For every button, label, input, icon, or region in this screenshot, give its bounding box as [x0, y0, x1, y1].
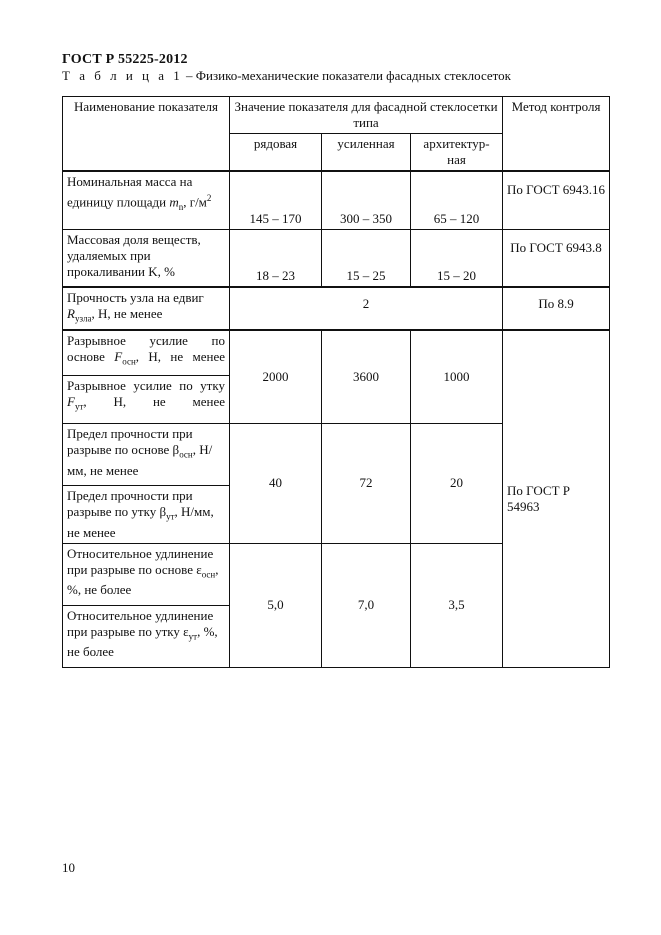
row-break-value-architectural: 1000 — [411, 330, 503, 424]
row-shared-method: По ГОСТ Р 54963 — [503, 330, 610, 668]
header-type-regular: рядовая — [230, 134, 322, 172]
row-loss-value-architectural: 15 – 20 — [411, 229, 503, 287]
header-value-group: Значение показателя для фасадной стеклосетки типа — [230, 97, 503, 134]
row-elong-value-reinforced: 7,0 — [322, 543, 411, 667]
properties-table — [62, 96, 610, 668]
header-indicator: Наименование показателя — [63, 97, 230, 172]
row-break-weft-name: Разрывное усилие по утку $F_{ут}$, Н, не менее — [63, 376, 230, 424]
header-method: Метод контроля — [503, 97, 610, 172]
row-shear-name: Прочность узла на едвиг $R_{узла}$, Н, не менее — [63, 287, 230, 330]
row-break-value-reinforced: 3600 — [322, 330, 411, 424]
table-caption-text: – Физико-механические показатели фасадных стеклосеток — [182, 68, 511, 83]
table-caption — [62, 68, 511, 84]
row-strength-weft-name: Предел прочности при разрыве по утку $\beta_{ут}$, Н/мм, не менее — [63, 486, 230, 544]
row-strength-value-regular: 40 — [230, 424, 322, 544]
row-elong-value-regular: 5,0 — [230, 543, 322, 667]
page-number: 10 — [62, 860, 75, 875]
row-elong-warp-name: Относительное удлинение при разрыве по основе $\varepsilon_{осн}$, %, не более — [63, 543, 230, 605]
row-break-value-regular: 2000 — [230, 330, 322, 424]
row-shear-value: 2 — [230, 287, 503, 330]
row-elong-value-architectural: 3,5 — [411, 543, 503, 667]
row-loss-method: По ГОСТ 6943.8 — [503, 229, 610, 287]
document-header: ГОСТ Р 55225-2012 — [62, 52, 188, 67]
table-row — [63, 330, 610, 376]
row-elong-weft-name: Относительное удлинение при разрыве по утку $\varepsilon_{ут}$, %, не более — [63, 605, 230, 667]
table-row — [63, 287, 610, 330]
row-mass-method: По ГОСТ 6943.16 — [503, 171, 610, 229]
row-mass-value-architectural: 65 – 120 — [411, 171, 503, 229]
row-loss-value-regular: 18 – 23 — [230, 229, 322, 287]
table-row — [63, 229, 610, 287]
row-mass-name: Номинальная масса на единицу площади $m_n$, $г/м^2$ — [63, 171, 230, 229]
table-caption-label: Т а б л и ц а 1 — [62, 68, 183, 83]
row-strength-warp-name: Предел прочности при разрыве по основе $\beta_{осн}$, Н/мм, не менее — [63, 424, 230, 486]
row-loss-name: Массовая доля веществ, удаляемых при прокаливании K, % — [63, 229, 230, 287]
header-type-reinforced: усиленная — [322, 134, 411, 172]
row-strength-value-architectural: 20 — [411, 424, 503, 544]
row-mass-value-reinforced: 300 – 350 — [322, 171, 411, 229]
row-shear-method: По 8.9 — [503, 287, 610, 330]
row-mass-value-regular: 145 – 170 — [230, 171, 322, 229]
row-loss-value-reinforced: 15 – 25 — [322, 229, 411, 287]
table-row — [63, 171, 610, 229]
row-break-warp-name: Разрывное усилие по основе $F_{осн}$, Н, не менее — [63, 330, 230, 376]
header-type-architectural: архитектур-ная — [411, 134, 503, 172]
row-strength-value-reinforced: 72 — [322, 424, 411, 544]
